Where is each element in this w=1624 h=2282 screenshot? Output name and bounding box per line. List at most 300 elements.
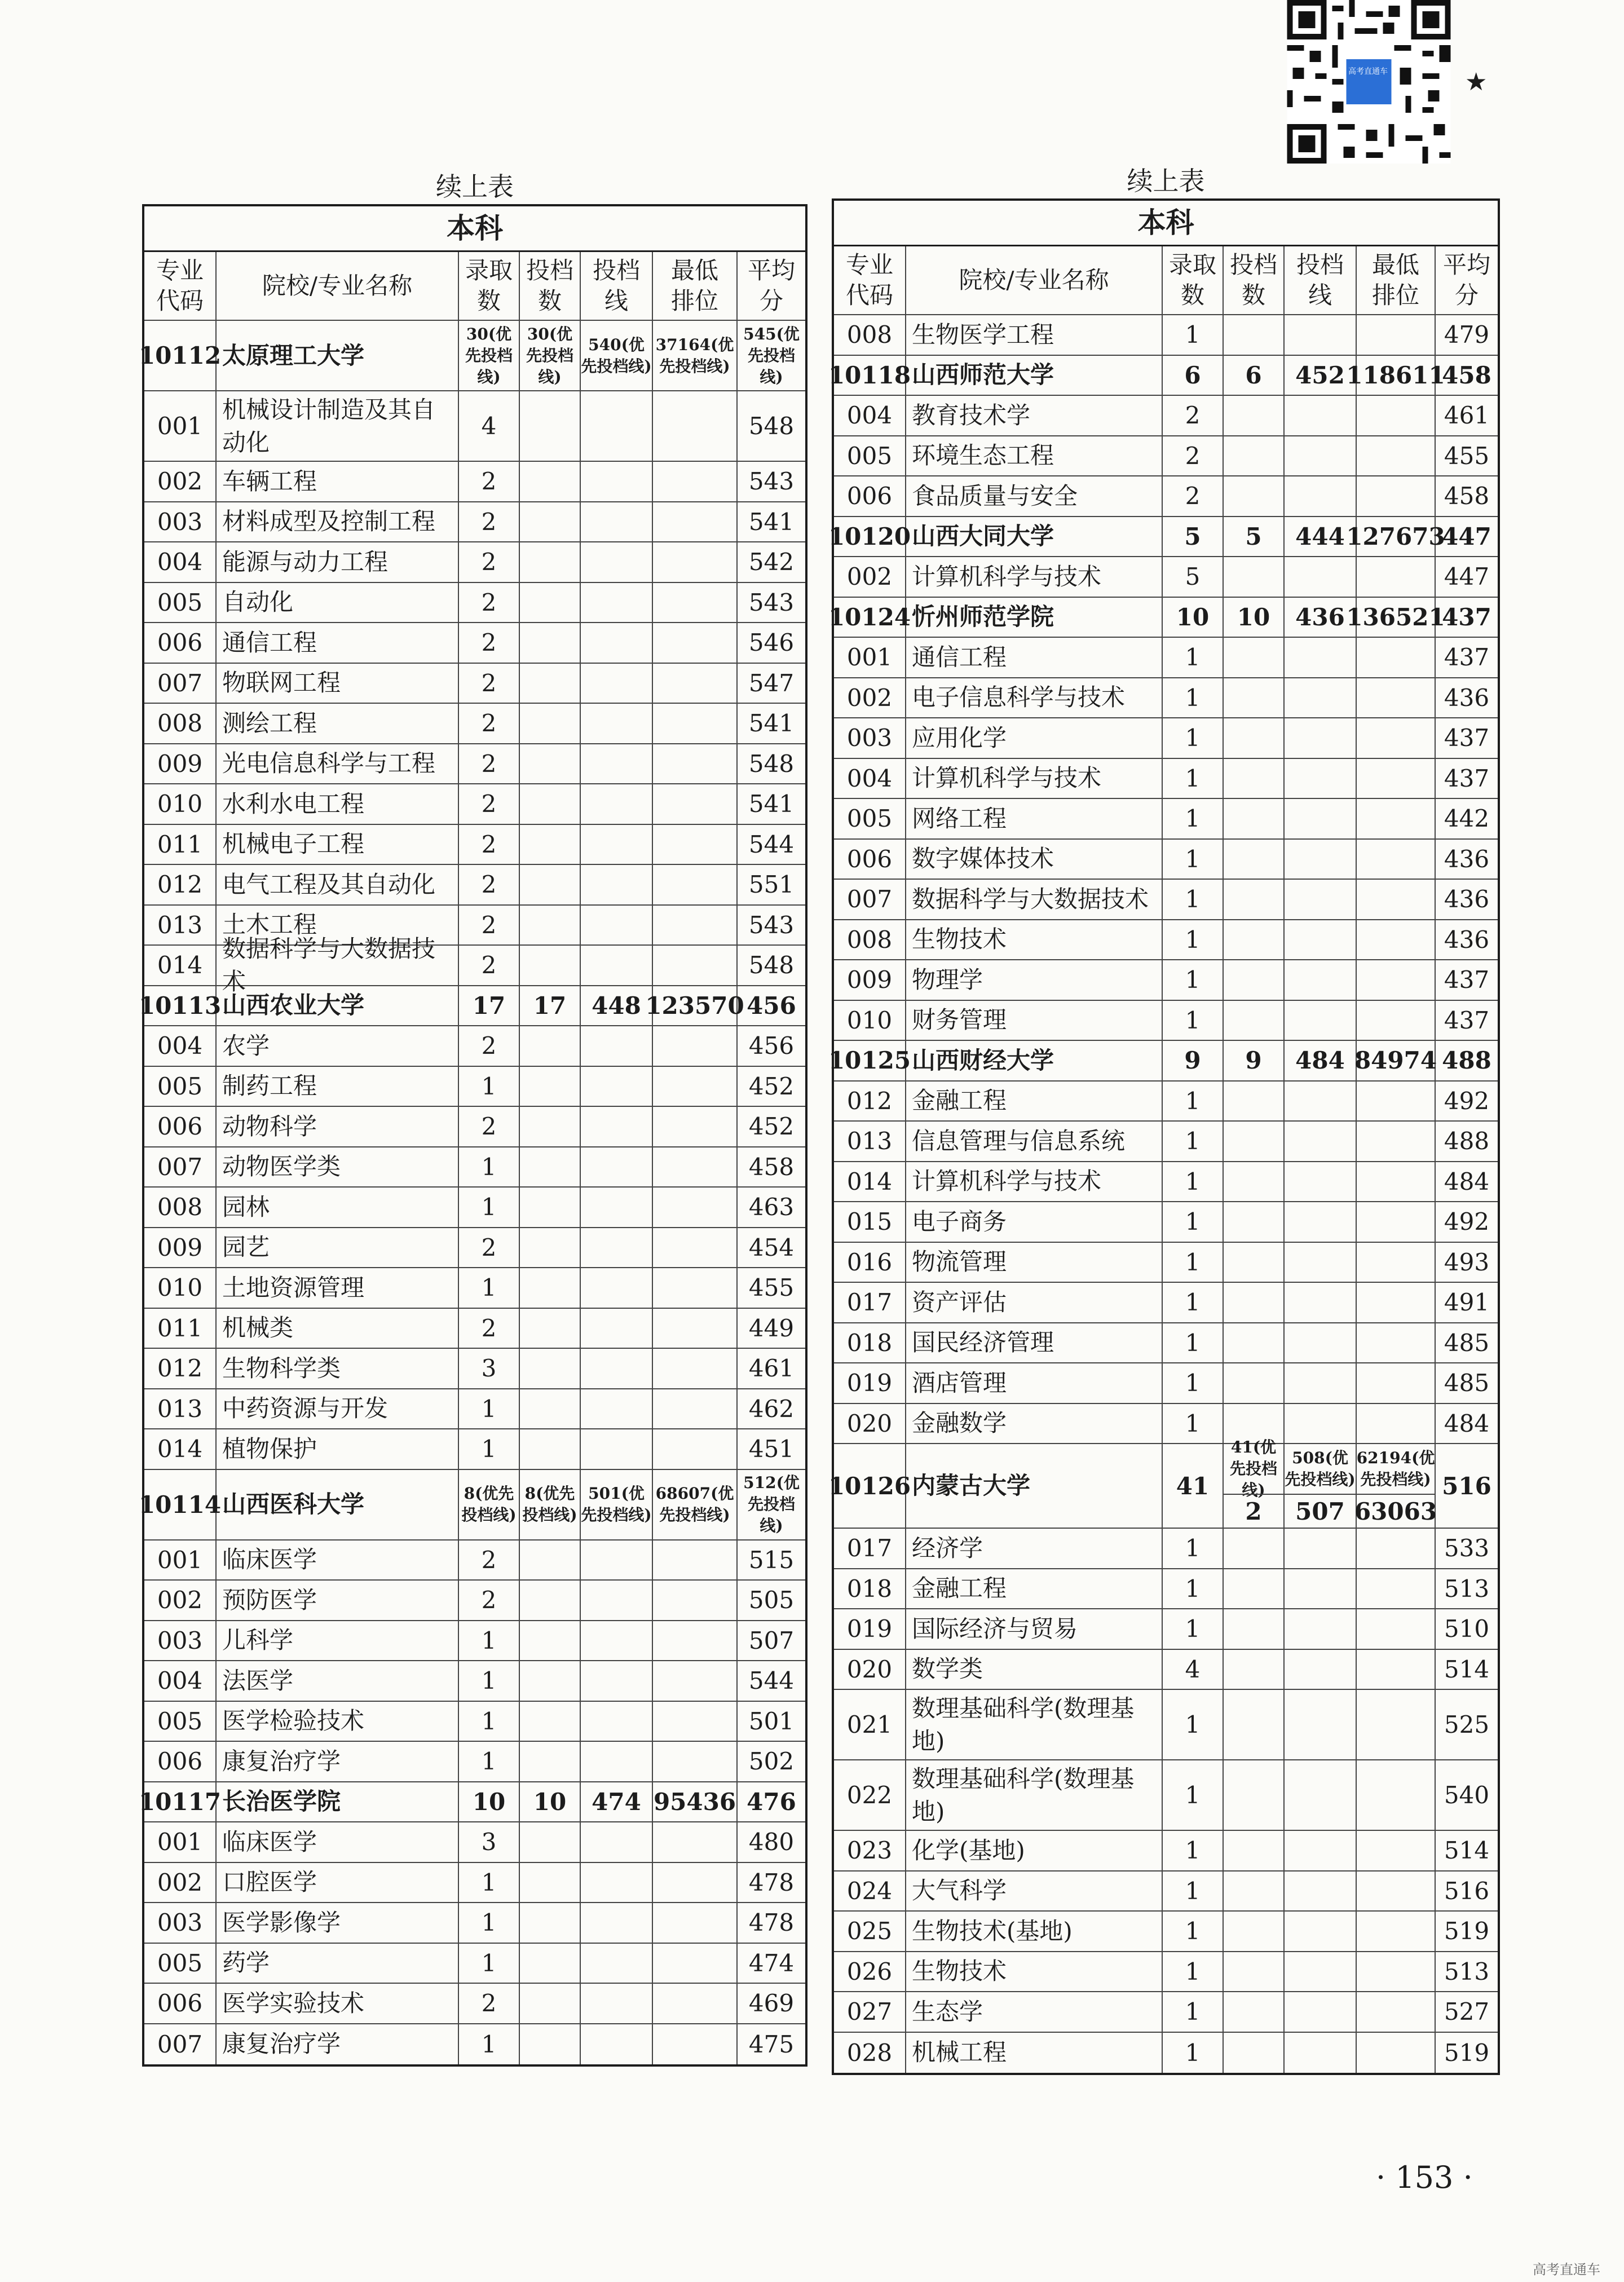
table-body-right xyxy=(828,315,1498,2073)
cell-filed xyxy=(1224,1082,1285,1121)
cell-admitted: 41 xyxy=(1163,1444,1224,1528)
cell-name: 金融工程 xyxy=(906,1569,1163,1609)
cell-code: 007 xyxy=(144,2024,217,2065)
cell-name: 康复治疗学 xyxy=(217,2024,459,2065)
cell-code: 002 xyxy=(144,1581,217,1620)
cell-rank xyxy=(653,1067,738,1106)
cell-line xyxy=(581,1621,653,1661)
cell-name: 化学(基地) xyxy=(906,1831,1163,1870)
major-row xyxy=(144,1581,805,1621)
cell-rank xyxy=(1357,1283,1436,1322)
major-row xyxy=(834,476,1498,517)
cell-admitted: 2 xyxy=(459,946,520,985)
cell-name: 生物医学工程 xyxy=(906,315,1163,355)
cell-admitted: 2 xyxy=(459,542,520,582)
cell-avg: 447 xyxy=(1442,522,1491,550)
header-code: 专业 代码 xyxy=(834,246,906,314)
cell-avg: 463 xyxy=(748,1193,795,1221)
cell-name: 儿科学 xyxy=(217,1621,459,1661)
cell-line xyxy=(581,583,653,623)
header-rank: 最低 排位 xyxy=(1357,246,1436,314)
cell-admitted: 2 xyxy=(459,462,520,501)
cell-admitted: 1 xyxy=(1163,1831,1224,1870)
major-row xyxy=(144,1702,805,1742)
cell-rank xyxy=(653,946,738,985)
cell-filed xyxy=(520,1822,581,1862)
cell-line xyxy=(581,906,653,945)
cell-avg: 546 xyxy=(748,629,795,657)
cell-name: 通信工程 xyxy=(906,638,1163,677)
cell-admitted: 1 xyxy=(459,1389,520,1429)
cell-code: 023 xyxy=(834,1831,906,1870)
cell-admitted: 2 xyxy=(459,865,520,904)
cell-rank xyxy=(653,1107,738,1146)
cell-admitted: 1 xyxy=(459,1863,520,1903)
cell-name: 生物技术(基地) xyxy=(906,1912,1163,1951)
major-row xyxy=(834,1690,1498,1760)
cell-name: 忻州师范学院 xyxy=(906,598,1163,637)
major-row xyxy=(834,1243,1498,1283)
cell-avg: 525 xyxy=(1444,1711,1490,1738)
cell-admitted: 5 xyxy=(1163,517,1224,557)
cell-avg: 437 xyxy=(1444,643,1490,672)
cell-avg: 544 xyxy=(748,830,795,858)
cell-code: 020 xyxy=(834,1404,906,1444)
cell-admitted: 1 xyxy=(1163,1952,1224,1992)
cell-filed xyxy=(520,1107,581,1146)
cell-filed xyxy=(520,462,581,501)
major-row xyxy=(144,1661,805,1702)
cell-line xyxy=(581,1541,653,1580)
cell-line xyxy=(581,1147,653,1187)
major-row xyxy=(144,1903,805,1944)
cell-rank xyxy=(653,1702,738,1741)
cell-name: 测绘工程 xyxy=(217,704,459,743)
cell-admitted: 30(优先投档线) xyxy=(459,321,520,390)
cell-code: 027 xyxy=(834,1992,906,2032)
major-row xyxy=(144,1429,805,1470)
cell-line-bottom: 507 xyxy=(1285,1494,1356,1528)
cell-avg: 455 xyxy=(1444,442,1490,470)
cell-rank: 95436 xyxy=(653,1782,738,1822)
cell-filed xyxy=(520,825,581,864)
cell-filed xyxy=(1224,1760,1285,1830)
cell-filed xyxy=(520,1944,581,1983)
cell-filed xyxy=(520,865,581,904)
cell-line xyxy=(1285,1283,1357,1322)
cell-code: 10117 xyxy=(144,1782,217,1822)
cell-line xyxy=(581,391,653,461)
cell-code: 10120 xyxy=(834,517,906,557)
cell-filed xyxy=(520,906,581,945)
major-row xyxy=(144,1349,805,1389)
cell-admitted: 2 xyxy=(459,1107,520,1146)
cell-avg: 479 xyxy=(1444,321,1490,349)
cell-rank xyxy=(1357,1952,1436,1992)
cell-avg: 451 xyxy=(748,1435,795,1463)
cell-line: 501(优先投档线) xyxy=(581,1470,653,1539)
cell-admitted: 1 xyxy=(1163,1122,1224,1161)
cell-avg: 452 xyxy=(748,1113,795,1141)
cell-rank xyxy=(1357,1650,1436,1689)
cell-line xyxy=(581,1309,653,1348)
qr-code xyxy=(1286,0,1452,164)
cell-rank: 84974 xyxy=(1357,1041,1436,1080)
cell-filed xyxy=(520,583,581,623)
cell-line xyxy=(581,865,653,904)
cell-name: 光电信息科学与工程 xyxy=(217,744,459,784)
cell-admitted: 2 xyxy=(459,664,520,703)
cell-admitted: 2 xyxy=(1163,396,1224,435)
cell-rank xyxy=(1357,557,1436,597)
cell-line xyxy=(581,623,653,663)
right-table-panel xyxy=(828,164,1500,2075)
cell-admitted: 1 xyxy=(1163,1992,1224,2032)
major-row xyxy=(144,1863,805,1904)
cell-avg: 548 xyxy=(748,749,795,778)
star-mark: ★ xyxy=(1465,68,1488,96)
cell-name: 生物技术 xyxy=(906,1952,1163,1992)
cell-avg: 461 xyxy=(1444,401,1490,430)
cell-filed xyxy=(1224,2033,1285,2073)
cell-rank: 37164(优先投档线) xyxy=(653,321,738,390)
cell-avg: 527 xyxy=(1444,1998,1490,2026)
cell-admitted: 1 xyxy=(459,1944,520,1983)
cell-code: 009 xyxy=(144,1228,217,1268)
major-row xyxy=(834,678,1498,719)
cell-code: 017 xyxy=(834,1283,906,1322)
cell-name: 金融工程 xyxy=(906,1082,1163,1121)
cell-name: 土地资源管理 xyxy=(217,1268,459,1308)
major-row xyxy=(144,664,805,704)
cell-name: 机械电子工程 xyxy=(217,825,459,864)
cell-avg: 547 xyxy=(748,669,795,697)
cell-avg: 492 xyxy=(1444,1087,1490,1115)
header-name: 院校/专业名称 xyxy=(906,246,1163,314)
major-row xyxy=(144,934,805,995)
cell-name: 数理基础科学(数理基地) xyxy=(906,1690,1163,1759)
university-row xyxy=(138,986,805,1027)
cell-filed xyxy=(520,1188,581,1227)
cell-line xyxy=(581,1581,653,1620)
cell-admitted: 2 xyxy=(459,1541,520,1580)
cell-admitted: 1 xyxy=(1163,1243,1224,1282)
cell-filed xyxy=(1224,1569,1285,1609)
cell-name: 电子信息科学与技术 xyxy=(906,678,1163,718)
cell-filed xyxy=(1224,1690,1285,1759)
cell-filed xyxy=(520,1742,581,1781)
cell-filed xyxy=(520,1863,581,1903)
cell-rank xyxy=(1357,678,1436,718)
major-row xyxy=(834,1871,1498,1912)
cell-code: 014 xyxy=(144,1429,217,1469)
cell-name: 网络工程 xyxy=(906,799,1163,838)
cell-avg: 447 xyxy=(1444,563,1490,591)
cell-avg: 437 xyxy=(1444,1006,1490,1034)
cell-avg: 474 xyxy=(748,1949,795,1977)
cell-admitted: 5 xyxy=(1163,557,1224,597)
cell-code: 010 xyxy=(144,784,217,824)
cell-avg: 515 xyxy=(748,1546,795,1574)
cell-filed xyxy=(1224,315,1285,355)
major-row xyxy=(144,542,805,583)
cell-code: 005 xyxy=(144,1702,217,1741)
cell-name: 能源与动力工程 xyxy=(217,542,459,582)
major-row xyxy=(144,744,805,785)
cell-name: 电气工程及其自动化 xyxy=(217,865,459,904)
cell-name: 山西师范大学 xyxy=(906,356,1163,395)
major-row xyxy=(144,1268,805,1309)
cell-avg: 478 xyxy=(748,1909,795,1937)
cell-code: 010 xyxy=(144,1268,217,1308)
cell-filed: 9 xyxy=(1224,1041,1285,1080)
major-row xyxy=(834,1760,1498,1831)
cell-name: 医学影像学 xyxy=(217,1903,459,1943)
cell-line: 452 xyxy=(1285,356,1357,395)
cell-name: 长治医学院 xyxy=(217,1782,459,1822)
cell-filed: 10 xyxy=(1224,598,1285,637)
cell-avg: 512(优先投档线) xyxy=(743,1473,800,1535)
cell-code: 013 xyxy=(834,1122,906,1161)
cell-avg: 488 xyxy=(1442,1047,1491,1075)
cell-line-top: 508(优先投档线) xyxy=(1285,1449,1356,1489)
cell-rank xyxy=(653,502,738,542)
major-row xyxy=(834,920,1498,961)
cell-name: 经济学 xyxy=(906,1529,1163,1568)
cell-code: 016 xyxy=(834,1243,906,1282)
cell-avg: 478 xyxy=(748,1868,795,1896)
cell-line xyxy=(581,1188,653,1227)
cell-code: 10125 xyxy=(834,1041,906,1080)
cell-avg: 436 xyxy=(1444,885,1490,913)
cell-line: 540(优先投档线) xyxy=(581,321,653,390)
cell-filed xyxy=(1224,759,1285,798)
cell-line xyxy=(1285,1082,1357,1121)
cell-filed-top: 41(优先投档线) xyxy=(1229,1438,1277,1499)
cell-line xyxy=(581,1984,653,2023)
cell-line xyxy=(581,1944,653,1983)
footer-watermark: 高考直通车 xyxy=(1533,2262,1600,2277)
cell-name: 山西财经大学 xyxy=(906,1041,1163,1080)
cell-name: 数据科学与大数据技术 xyxy=(217,946,459,985)
cell-admitted: 1 xyxy=(1163,759,1224,798)
cell-name: 口腔医学 xyxy=(217,1863,459,1903)
cell-filed xyxy=(520,1268,581,1308)
cell-line xyxy=(1285,840,1357,879)
cell-filed xyxy=(1224,638,1285,677)
cell-rank xyxy=(653,1309,738,1348)
cell-admitted: 1 xyxy=(1163,840,1224,879)
major-row xyxy=(834,1404,1498,1445)
cell-line xyxy=(581,462,653,501)
cell-filed xyxy=(520,664,581,703)
cell-line xyxy=(581,946,653,985)
cell-name: 生物技术 xyxy=(906,920,1163,960)
cell-admitted: 1 xyxy=(459,2024,520,2065)
cell-code: 018 xyxy=(834,1323,906,1363)
cell-line xyxy=(1285,315,1357,355)
cell-avg: 475 xyxy=(748,2030,795,2058)
cell-name: 车辆工程 xyxy=(217,462,459,501)
major-row xyxy=(834,1912,1498,1952)
cell-filed: 5 xyxy=(1224,517,1285,557)
cell-name: 太原理工大学 xyxy=(217,321,459,390)
cell-rank xyxy=(1357,2033,1436,2073)
cell-rank xyxy=(1354,1444,1437,1528)
major-row xyxy=(834,1992,1498,2033)
cell-rank xyxy=(1357,1323,1436,1363)
section-title: 本科 xyxy=(144,206,805,252)
cell-filed xyxy=(1224,476,1285,516)
cell-rank xyxy=(653,1621,738,1661)
cell-admitted: 2 xyxy=(459,784,520,824)
cell-code: 005 xyxy=(144,1067,217,1106)
cell-admitted: 1 xyxy=(1163,718,1224,758)
cell-avg: 493 xyxy=(1444,1248,1490,1276)
cell-admitted: 2 xyxy=(459,1581,520,1620)
cell-rank xyxy=(653,1541,738,1580)
cell-admitted: 1 xyxy=(1163,1609,1224,1649)
major-row xyxy=(144,462,805,502)
cell-filed: 30(优先投档线) xyxy=(520,321,581,390)
cell-avg: 541 xyxy=(748,790,795,818)
cell-rank xyxy=(1357,1569,1436,1609)
major-row xyxy=(144,1944,805,1984)
cell-name: 中药资源与开发 xyxy=(217,1389,459,1429)
cell-code: 005 xyxy=(144,583,217,623)
cell-rank xyxy=(653,1661,738,1701)
major-row xyxy=(834,1122,1498,1162)
cell-admitted: 2 xyxy=(1163,436,1224,476)
cell-name: 应用化学 xyxy=(906,718,1163,758)
cell-admitted: 10 xyxy=(459,1782,520,1822)
cell-filed xyxy=(1224,1001,1285,1040)
major-row xyxy=(834,1082,1498,1122)
major-row xyxy=(144,825,805,866)
cell-filed xyxy=(1224,880,1285,919)
cell-rank xyxy=(653,744,738,784)
cell-code: 006 xyxy=(144,623,217,663)
cell-rank xyxy=(1357,920,1436,960)
cell-rank xyxy=(653,865,738,904)
cell-filed xyxy=(1224,718,1285,758)
continued-label: 续上表 xyxy=(436,171,514,202)
cell-rank xyxy=(1357,1202,1436,1242)
cell-rank xyxy=(653,1147,738,1187)
cell-avg: 484 xyxy=(1444,1167,1490,1195)
cell-line xyxy=(581,825,653,864)
cell-rank xyxy=(653,583,738,623)
cell-rank xyxy=(653,1944,738,1983)
university-row xyxy=(138,1782,805,1823)
cell-name: 康复治疗学 xyxy=(217,1742,459,1781)
cell-admitted: 1 xyxy=(1163,678,1224,718)
cell-admitted: 1 xyxy=(459,1621,520,1661)
cell-filed xyxy=(1224,678,1285,718)
cell-code: 007 xyxy=(144,1147,217,1187)
cell-avg: 461 xyxy=(748,1354,795,1383)
cell-code: 012 xyxy=(144,1349,217,1388)
cell-name: 数据科学与大数据技术 xyxy=(906,880,1163,919)
cell-name: 自动化 xyxy=(217,583,459,623)
cell-avg: 510 xyxy=(1444,1615,1490,1643)
cell-avg: 516 xyxy=(1442,1472,1491,1500)
cell-admitted: 1 xyxy=(459,1661,520,1701)
cell-line: 436 xyxy=(1285,598,1357,637)
cell-line xyxy=(1285,638,1357,677)
major-row xyxy=(144,1621,805,1662)
cell-avg: 519 xyxy=(1444,1917,1490,1945)
major-row xyxy=(144,391,805,462)
cell-filed xyxy=(1224,1122,1285,1161)
cell-rank xyxy=(1357,315,1436,355)
cell-filed: 8(优先投档线) xyxy=(520,1470,581,1539)
header-line: 投档 线 xyxy=(581,252,653,320)
cell-line xyxy=(581,1863,653,1903)
cell-line xyxy=(581,1822,653,1862)
cell-admitted: 1 xyxy=(1163,1162,1224,1202)
header-code: 专业 代码 xyxy=(144,252,217,320)
major-row xyxy=(144,623,805,664)
cell-admitted: 1 xyxy=(459,1429,520,1469)
cell-admitted: 2 xyxy=(459,583,520,623)
cell-rank xyxy=(653,462,738,501)
cell-rank xyxy=(653,1903,738,1943)
cell-code: 008 xyxy=(144,704,217,743)
cell-name: 医学检验技术 xyxy=(217,1702,459,1741)
major-row xyxy=(834,840,1498,880)
cell-line xyxy=(581,1228,653,1268)
cell-line xyxy=(581,1742,653,1781)
cell-avg: 541 xyxy=(748,507,795,536)
cell-line xyxy=(1285,396,1357,435)
cell-code: 004 xyxy=(144,1026,217,1066)
cell-avg: 514 xyxy=(1444,1655,1490,1683)
major-row xyxy=(144,2024,805,2065)
cell-filed xyxy=(1224,436,1285,476)
cell-filed xyxy=(1224,840,1285,879)
admission-table-left xyxy=(138,204,807,2067)
cell-code: 013 xyxy=(144,906,217,945)
cell-code: 022 xyxy=(834,1760,906,1830)
cell-line xyxy=(581,1026,653,1066)
cell-filed xyxy=(1224,1609,1285,1649)
cell-line xyxy=(1285,1529,1357,1568)
cell-admitted: 1 xyxy=(1163,920,1224,960)
cell-name: 动物医学类 xyxy=(217,1147,459,1187)
cell-line xyxy=(1285,1831,1357,1870)
cell-avg: 437 xyxy=(1442,603,1491,631)
cell-code: 003 xyxy=(144,1903,217,1943)
major-row xyxy=(144,583,805,624)
cell-avg: 548 xyxy=(748,412,795,440)
cell-line xyxy=(1285,1243,1357,1282)
cell-line xyxy=(1285,1952,1357,1992)
cell-name: 临床医学 xyxy=(217,1541,459,1580)
cell-code: 005 xyxy=(144,1944,217,1983)
cell-line xyxy=(1285,1992,1357,2032)
cell-code: 017 xyxy=(834,1529,906,1568)
cell-code: 018 xyxy=(834,1569,906,1609)
cell-line xyxy=(1285,436,1357,476)
cell-line xyxy=(1285,557,1357,597)
cell-avg: 516 xyxy=(1444,1877,1490,1905)
cell-name: 大气科学 xyxy=(906,1871,1163,1911)
cell-line xyxy=(1285,718,1357,758)
cell-admitted: 1 xyxy=(1163,2033,1224,2073)
major-row xyxy=(834,880,1498,920)
cell-rank xyxy=(1357,638,1436,677)
